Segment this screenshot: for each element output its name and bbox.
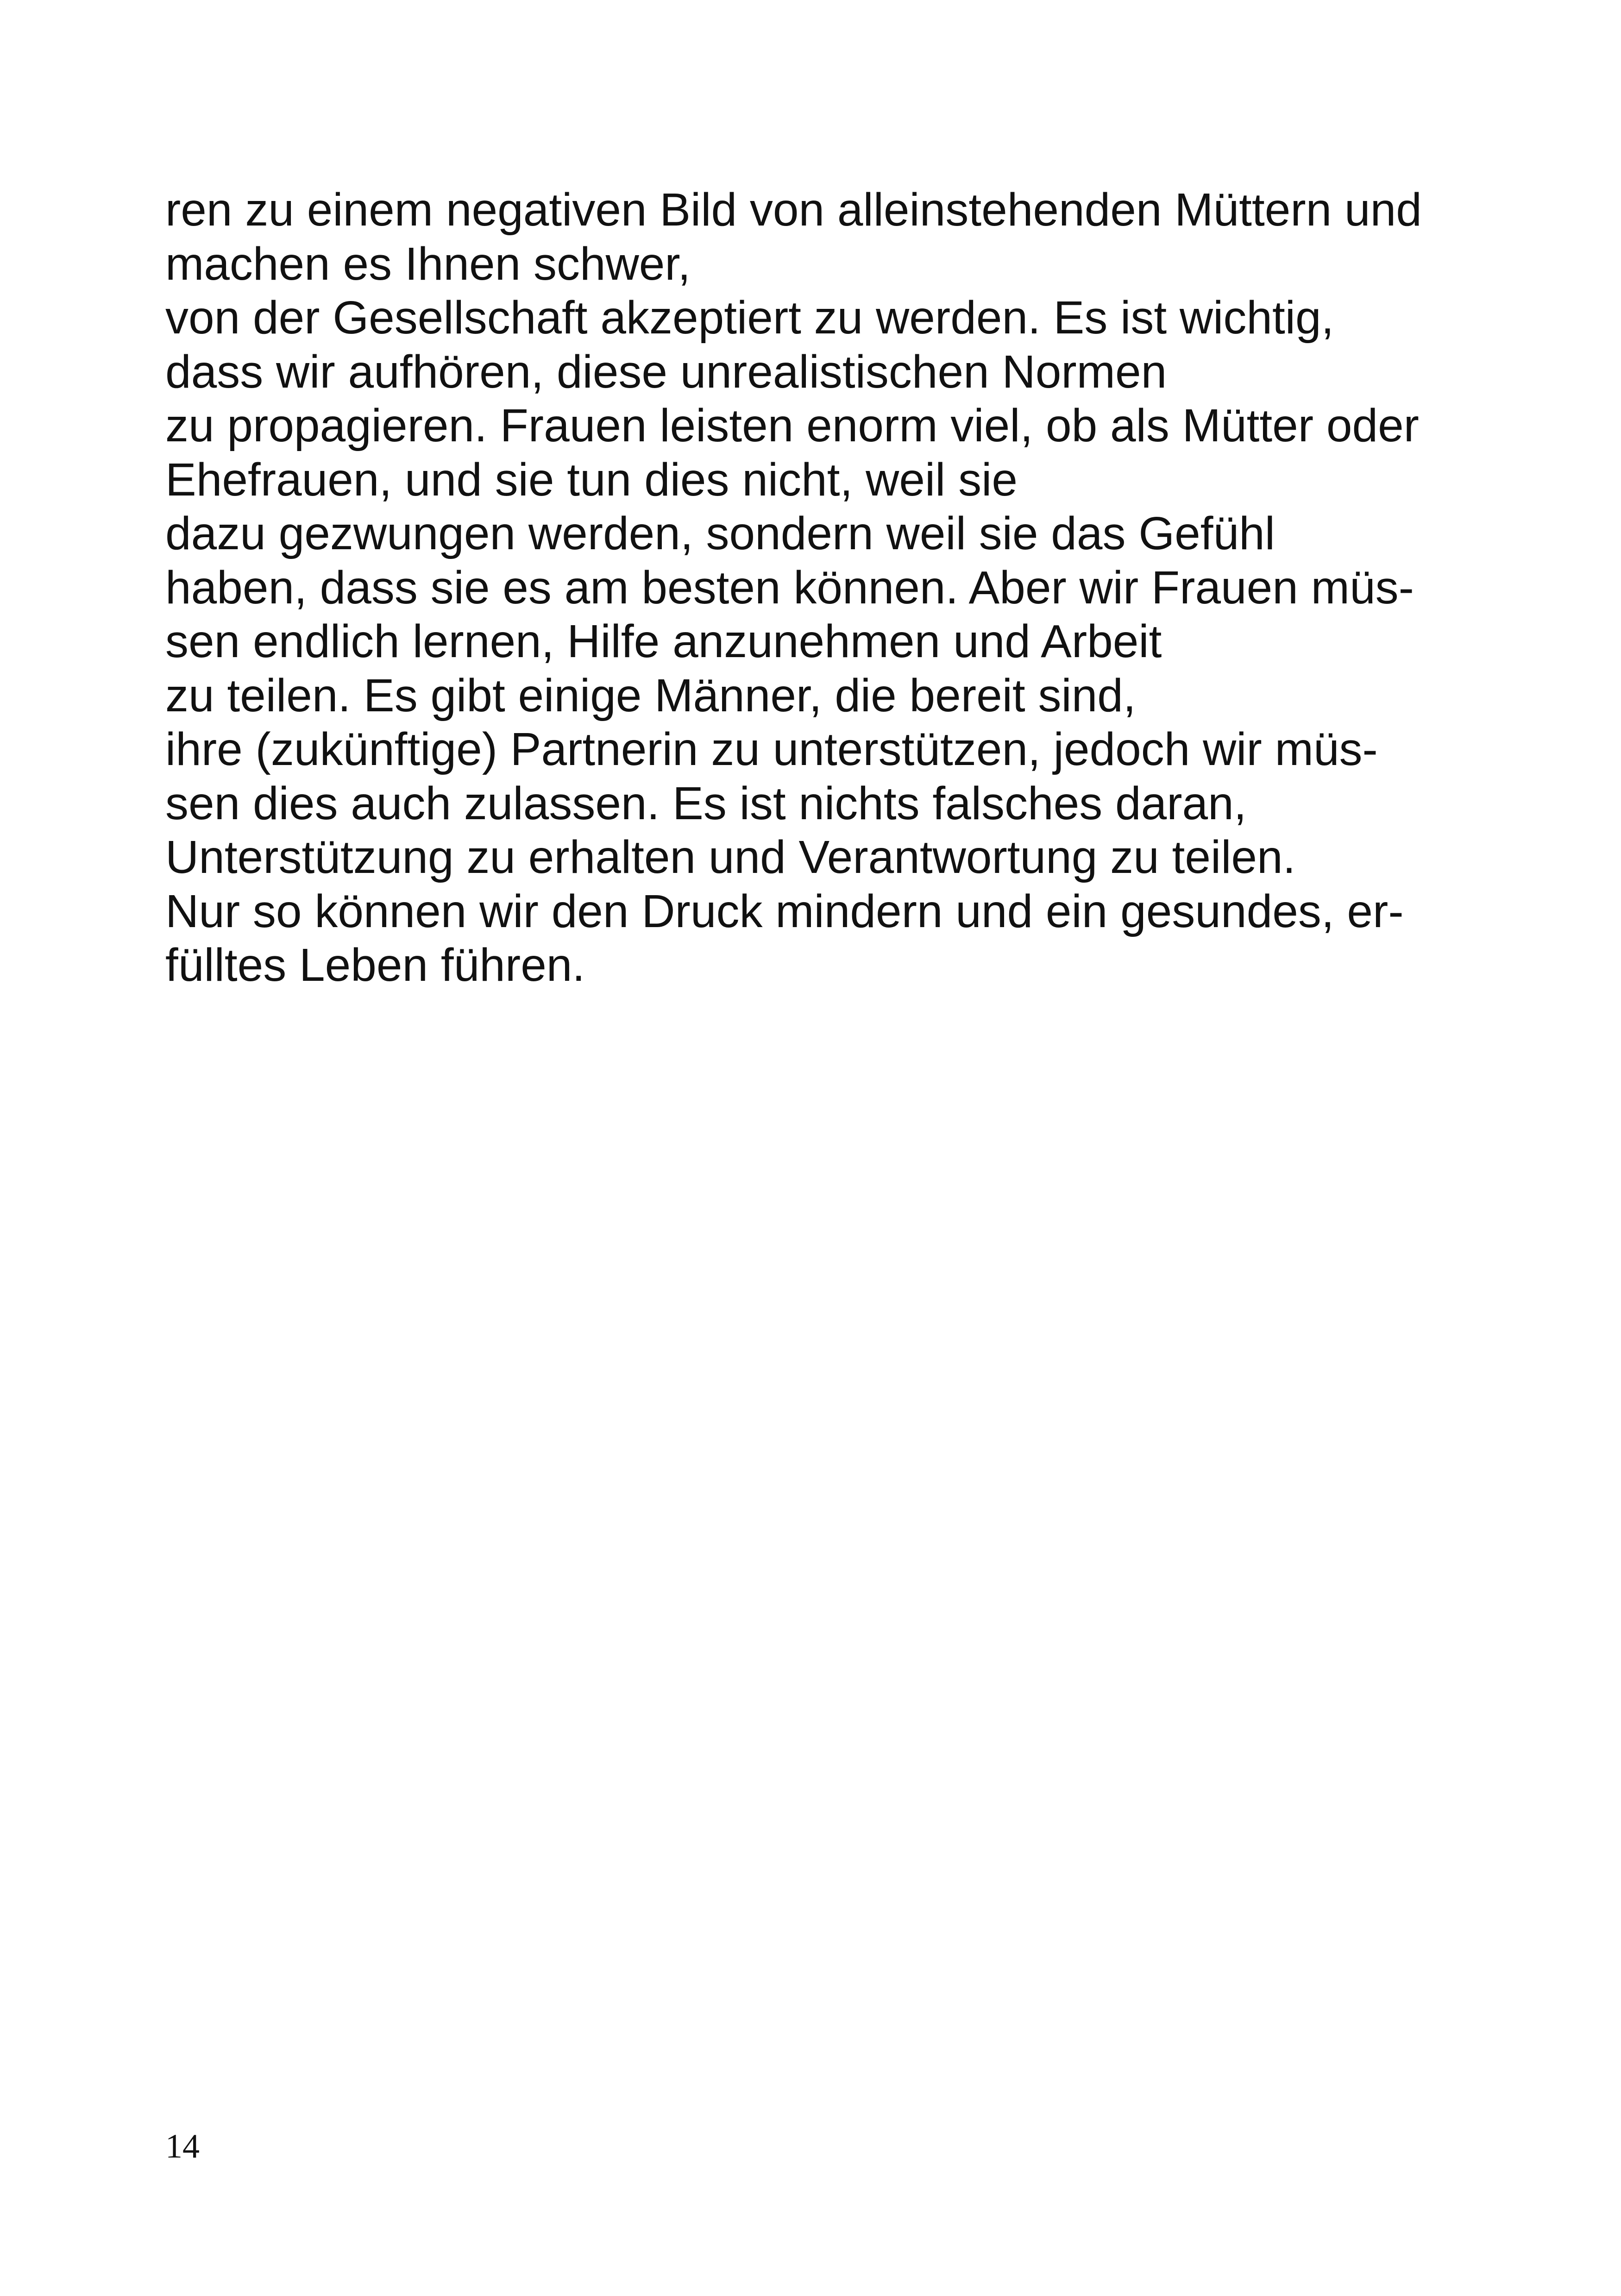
text-line: dass wir aufhören, diese unrealistischen Normen <box>165 345 1167 398</box>
text-line: sen endlich lernen, Hilfe anzunehmen und Arbeit <box>165 615 1162 667</box>
text-line: ren zu einem negativen Bild von alleinstehenden Müttern und <box>165 184 1422 236</box>
text-line: sen dies auch zulassen. Es ist nichts falsches daran, <box>165 777 1247 829</box>
text-line: von der Gesellschaft akzeptiert zu werden. Es ist wichtig, <box>165 292 1334 344</box>
page-number: 14 <box>165 2127 200 2165</box>
text-line: zu teilen. Es gibt einige Männer, die bereit sind, <box>165 669 1136 721</box>
text-line: ihre (zukünftige) Partnerin zu unterstützen, jedoch wir müs- <box>165 723 1378 775</box>
body-paragraph <box>165 183 1508 992</box>
text-line: Ehefrauen, und sie tun dies nicht, weil sie <box>165 453 1018 506</box>
text-line: dazu gezwungen werden, sondern weil sie das Gefühl <box>165 508 1275 559</box>
text-line: fülltes Leben führen. <box>165 939 585 991</box>
text-line: haben, dass sie es am besten können. Aber wir Frauen müs- <box>165 561 1414 614</box>
text-line: zu propagieren. Frauen leisten enorm viel, ob als Mütter oder <box>165 400 1419 452</box>
text-line: Unterstützung zu erhalten und Verantwortung zu teilen. <box>165 831 1296 883</box>
text-line: machen es Ihnen schwer, <box>165 238 691 290</box>
text-line: Nur so können wir den Druck mindern und ein gesundes, er- <box>165 885 1404 937</box>
